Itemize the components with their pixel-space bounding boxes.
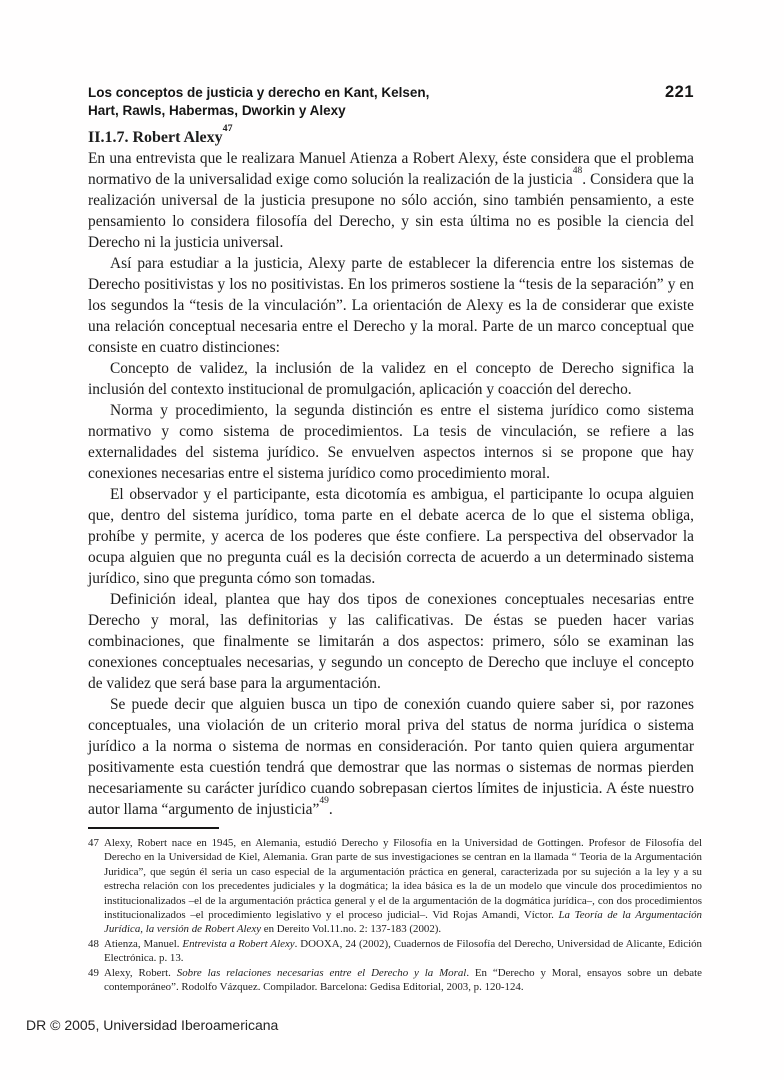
running-title — [88, 84, 429, 120]
footnote-ref-48: 48 — [572, 165, 583, 177]
footnote-number: 47 — [88, 837, 99, 849]
text-run: . DOOXA, 24 (2002), Cuadernos de Filosofía del Derecho, Universidad de Alicante, Edición Electrónica. p. 13. — [104, 937, 702, 965]
paragraph — [88, 253, 694, 358]
paragraph — [88, 694, 694, 820]
footnote-separator-rule — [88, 827, 219, 829]
text-run: Alexy, Robert. — [104, 966, 177, 979]
footnote-49 — [88, 966, 702, 995]
footnotes-block — [88, 836, 702, 994]
section-heading — [88, 122, 694, 148]
text-run: Definición ideal, plantea que hay dos tipos de conexiones conceptuales necesarias entre Derecho y moral, las definitorias y las calificativas. De éstas se pueden hacer varias combinaciones, que finalmente se limitarán a dos aspectos: primero, sólo se examinan las conexiones conceptuales necesarias, y segundo un concepto de Derecho que incluye el concepto de validez que será base para la argumentación. — [88, 591, 694, 692]
text-run: . En “Derecho y Moral, ensayos sobre un debate contemporáneo”. Rodolfo Vázquez. Compilador. Barcelona: Gedisa Editorial, 2003, p. 120-124. — [104, 966, 702, 994]
italic-text: Sobre las relaciones necesarias entre el Derecho y la Moral — [176, 966, 467, 979]
body-text — [88, 122, 694, 820]
running-header — [88, 84, 694, 120]
paragraph — [88, 148, 694, 253]
section-heading-text: II.1.7. Robert Alexy — [88, 129, 223, 146]
paragraph — [88, 400, 694, 484]
paragraph — [88, 589, 694, 694]
footnote-47 — [88, 836, 702, 937]
text-run: En una entrevista que le realizara Manuel Atienza a Robert Alexy, éste considera que el problema normativo de la universalidad exige como solución la realización de la justicia — [88, 150, 694, 188]
paragraph — [88, 484, 694, 589]
footnote-number: 49 — [88, 966, 99, 979]
running-title-line2: Hart, Rawls, Habermas, Dworkin y Alexy — [88, 103, 346, 118]
footnote-ref-49: 49 — [319, 795, 329, 807]
text-run: Atienza, Manuel. — [104, 937, 183, 950]
text-run: Alexy, Robert nace en 1945, en Alemania, estudió Derecho y Filosofía en la Universidad de Gottingen. Profesor de Filosofía del Derecho en la Universidad de Kiel, Alemania. Gran parte de sus investigaciones se centran en la llamada “ Teoria de la Argumentación Juridica”, que según él seria un caso especial de la argumentación práctica en general, caracterizada por su sujeción a la ley y a su estrecha relación con los precedentes judiciales y la dogmática; la idea básica es la de un modelo que vincule dos procedimientos no institucionalizados –el de la argumentación práctica general y el de la argumentación de la dogmática jurídica–, con dos procedimientos institucionalizados –el procedimiento legislativo y el proceso judicial–. Vid Rojas Amandi, Víctor. — [104, 837, 702, 922]
text-run: Norma y procedimiento, la segunda distinción es entre el sistema jurídico como sistema normativo y como sistema de procedimientos. La tesis de vinculación, se refiere a las externalidades del sistema jurídico. Se envuelven aspectos internos si se propone que hay conexiones necesarias entre el sistema jurídico como procedimiento moral. — [88, 402, 694, 482]
footnote-ref-47: 47 — [222, 122, 233, 134]
paragraph — [88, 358, 694, 400]
italic-text: Entrevista a Robert Alexy — [182, 937, 295, 950]
text-run: Se puede decir que alguien busca un tipo de conexión cuando quiere saber si, por razones conceptuales, una violación de un criterio moral priva del status de norma jurídica o sistema jurídico a la norma o sistema de normas en consideración. Por tanto quien quiera argumentar positivamente esta cuestión tendrá que demostrar que las normas o sistemas de normas pierden necesariamente su carácter jurídico cuando sobrepasan ciertos límites de injusticia. A éste nuestro autor llama “argumento de injusticia” — [88, 696, 694, 818]
running-title-line1: Los conceptos de justicia y derecho en Kant, Kelsen, — [88, 85, 430, 100]
text-run: Así para estudiar a la justicia, Alexy parte de establecer la diferencia entre los sistemas de Derecho positivistas y los no positivistas. En los primeros sostiene la “tesis de la separación” y en los segundos la “tesis de la vinculación”. La orientación de Alexy es la de considerar que existe una relación conceptual necesaria entre el Derecho y la moral. Parte de un marco conceptual que consiste en cuatro distinciones: — [88, 255, 694, 356]
footnote-48 — [88, 937, 702, 966]
paragraphs-container — [88, 148, 694, 820]
italic-text: La Teoría de la Argumentación Jurídica, la versión de Robert Alexy — [104, 909, 702, 936]
text-run: en Dereito Vol.11.no. 2: 137-183 (2002). — [261, 923, 442, 936]
footnote-number: 48 — [88, 937, 99, 950]
text-run: . Considera que la realización universal de la justicia presupone no sólo acción, sino también pensamiento, a este pensamiento lo considera filosofía del Derecho, y sin esta última no es posible la ciencia del Derecho ni la justicia universal. — [88, 171, 694, 251]
copyright-line: DR © 2005, Universidad Iberoamericana — [26, 1017, 279, 1033]
text-run: Concepto de validez, la inclusión de la validez en el concepto de Derecho significa la inclusión del contexto institucional de promulgación, aplicación y coacción del derecho. — [88, 360, 694, 398]
page-number: 221 — [664, 83, 694, 101]
text-run: El observador y el participante, esta dicotomía es ambigua, el participante lo ocupa alguien que, dentro del sistema jurídico, toma parte en el debate acerca de lo que el sistema obliga, prohíbe y permite, y acerca de los poderes que éste confiere. La perspectiva del observador la ocupa alguien que no pregunta cuál es la decisión correcta de acuerdo a un determinado sistema jurídico, sino que pregunta cómo son tomadas. — [88, 486, 694, 587]
text-run: . — [328, 801, 333, 818]
